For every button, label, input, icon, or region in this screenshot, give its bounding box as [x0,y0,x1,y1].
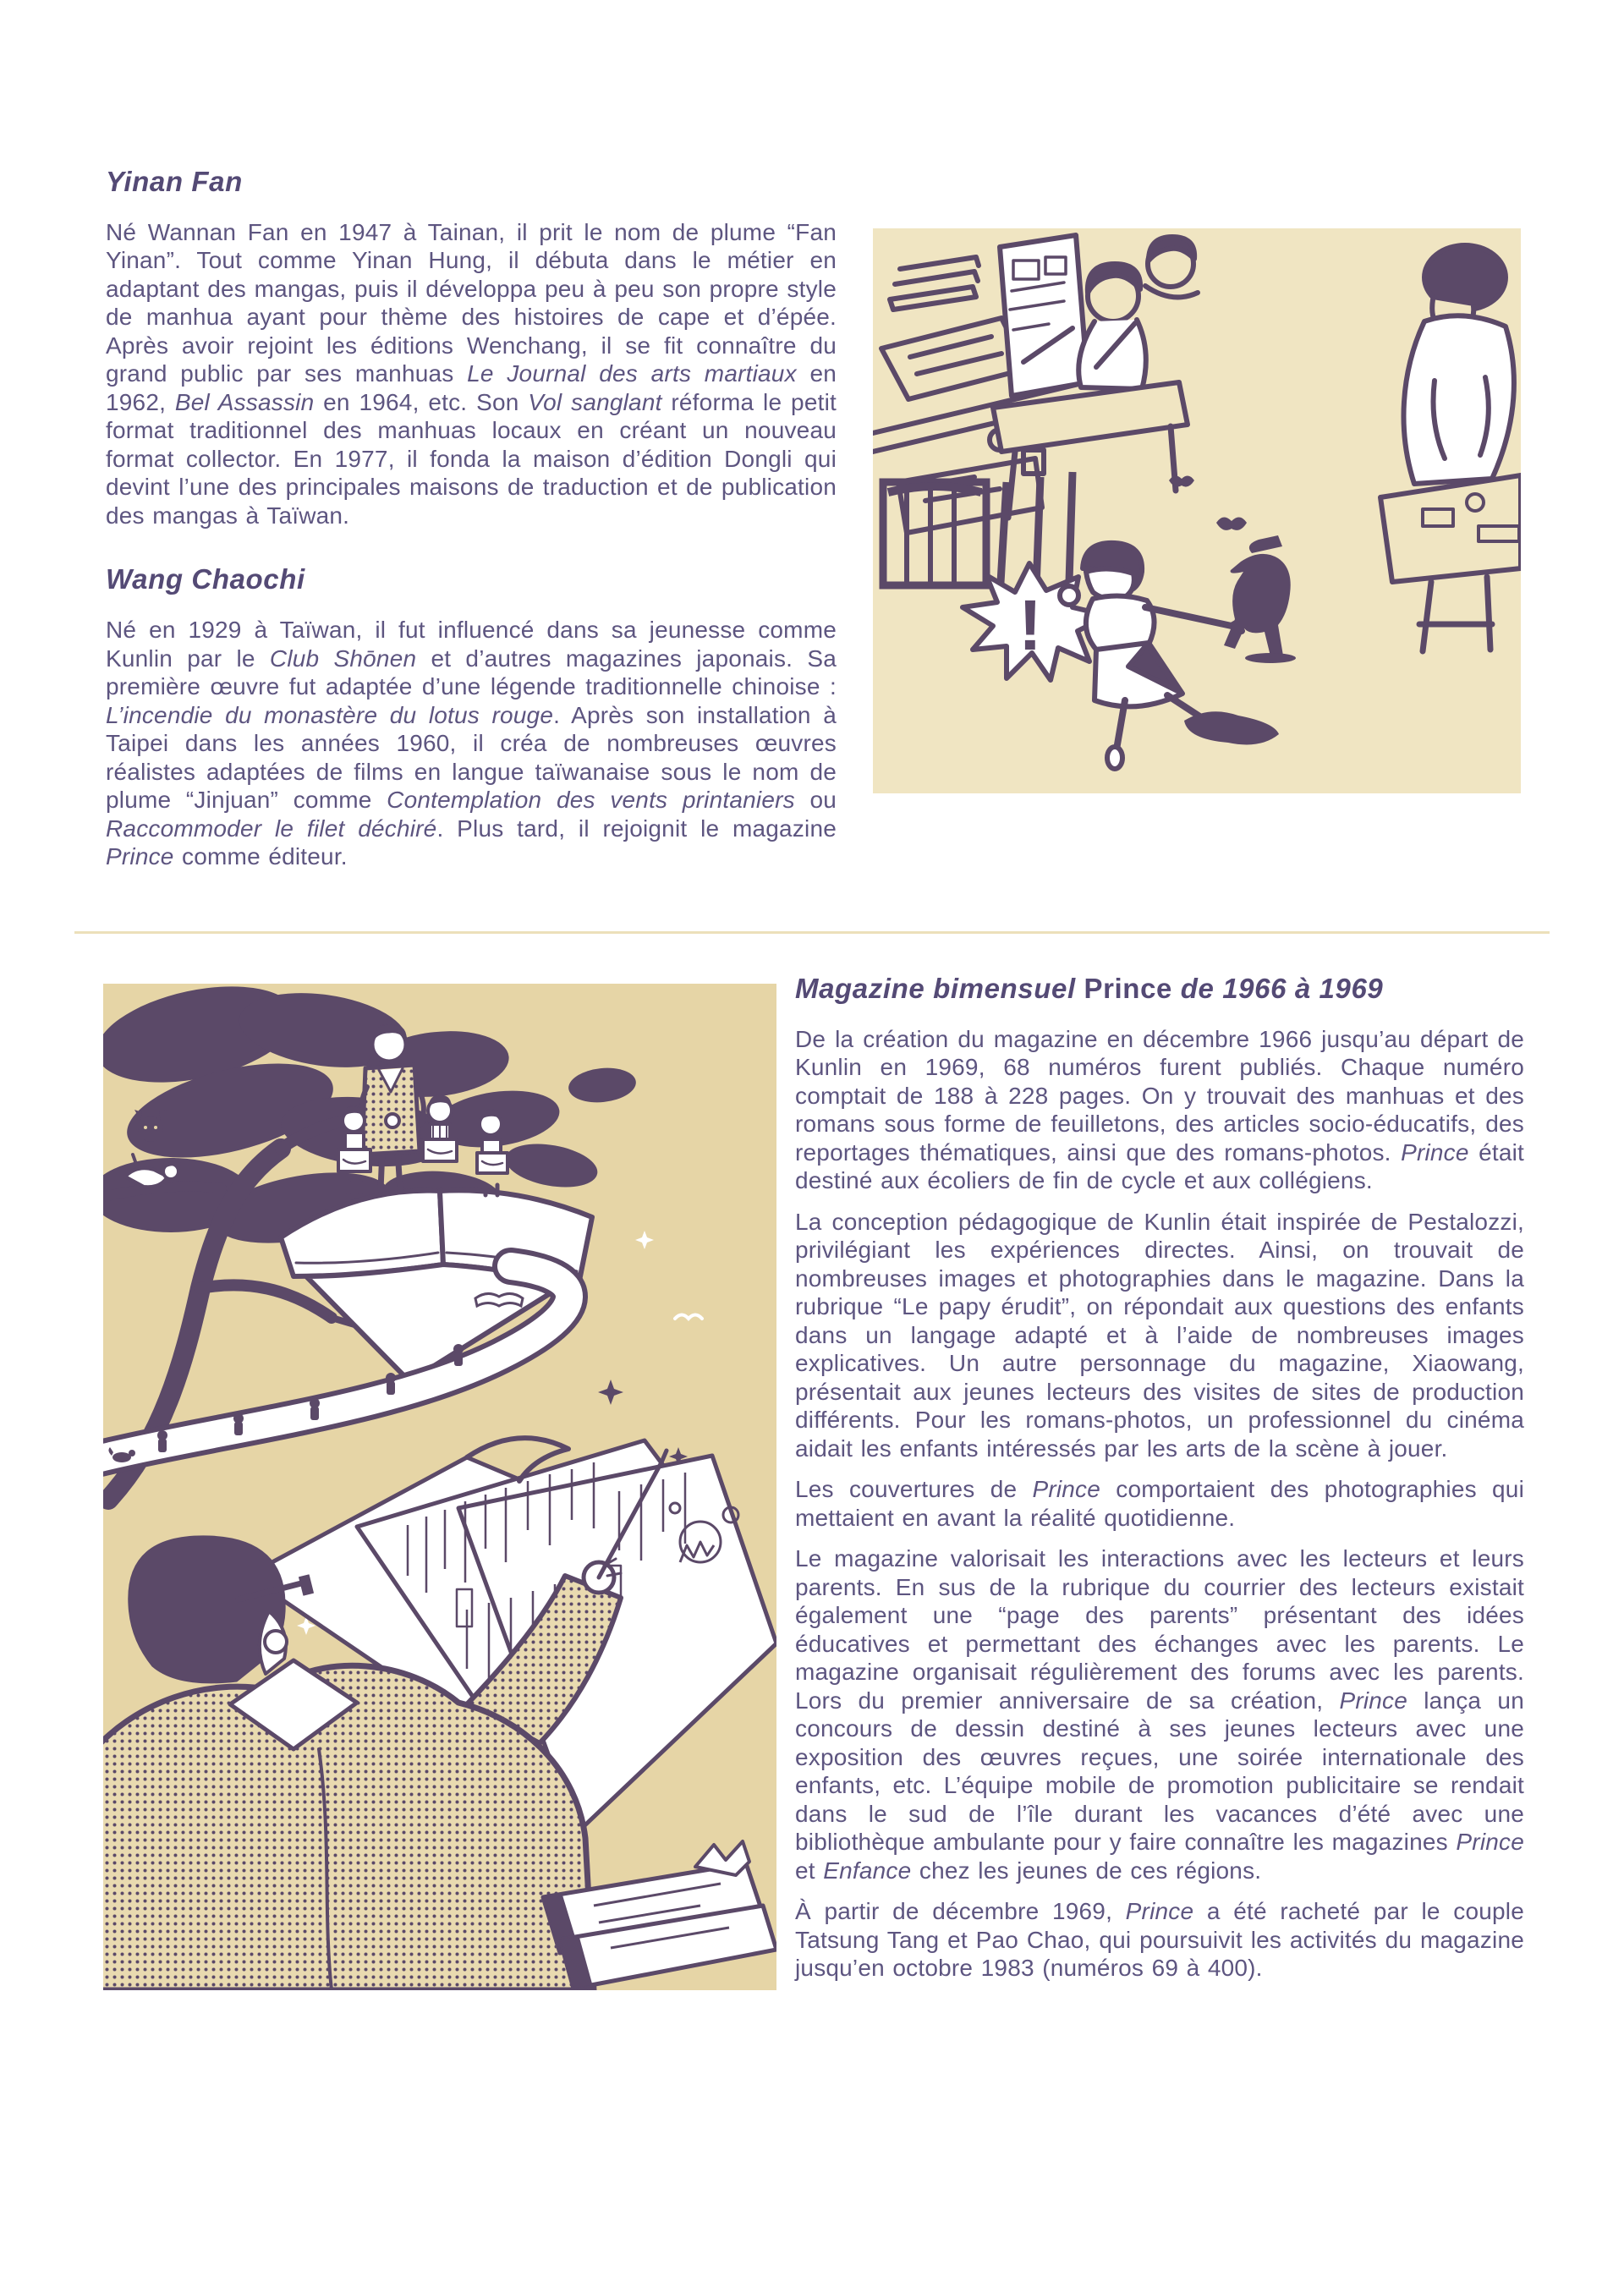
prince-column [795,973,1524,1995]
heading-prince-magazine: Magazine bimensuel Prince de 1966 à 1969 [795,973,1384,1004]
bubble-exclamation-text: ! [1018,585,1042,665]
prince-paragraph-2: La conception pédagogique de Kunlin était inspirée de Pestalozzi, privilégiant les expériences directes. Ainsi, on trouvait de nombreuses images et photographies dans le magazine. Dans la rubrique “Le papy érudit”, on répondait aux questions des enfants dans un langage adapté et à l’aide de nombreuses images explicatives. Un autre personnage du magazine, Xiaowang, présentait aux jeunes lecteurs des visites de sites de production différents. Pour les romans-photos, un professionnel du cinéma aidait les enfants intéressés par les arts de la scène à jouer. [795,1208,1524,1462]
small-open-book-icon [475,1293,523,1306]
paragraph-wang-chaochi: Né en 1929 à Taïwan, il fut influencé dans sa jeunesse comme Kunlin par le Club Shōnen et d’autres magazines japonais. Sa première œuvre fut adaptée d’une légende traditionnelle chinoise : L’incendie du monastère du lotus rouge. Après son installation à Taipei dans les années 1960, il créa de nombreuses œuvres réalistes adaptées de films en langue taïwanaise sous le nom de plume “Jinjuan” comme Contemplation des vents printaniers ou Raccommoder le filet déchiré. Plus tard, il rejoignit le magazine Prince comme éditeur. [106,617,837,870]
heading-yinan-fan: Yinan Fan [106,166,243,197]
prince-paragraph-3: Les couvertures de Prince comportaient des photographies qui mettaient en avant la réalité quotidienne. [795,1476,1525,1531]
flying-book-illustration-art [103,984,776,1990]
paragraph-yinan-fan: Né Wannan Fan en 1947 à Tainan, il prit le nom de plume “Fan Yinan”. Tout comme Yinan Hung, il débuta dans le métier en adaptant des mangas, puis il développa peu à peu son propre style de manhua ayant pour thème des histoires de cape et d’épée. Après avoir rejoint les éditions Wenchang, il se fit connaître du grand public par ses manhuas Le Journal des arts martiaux en 1962, Bel Assassin en 1964, etc. Son Vol sanglant réforma le petit format traditionnel des manhuas locaux en créant un nouveau format collector. En 1977, il fonda la maison d’édition Dongli qui devint l’une des principales maisons de traduction et de publication des mangas à Taïwan. [106,218,837,529]
studio-illustration-art [873,228,1521,793]
flying-book-illustration [103,984,776,1990]
prince-paragraph-1: De la création du magazine en décembre 1966 jusqu’au départ de Kunlin en 1969, 68 numéros furent publiés. Chaque numéro comptait de 188 à 228 pages. On y trouvait des manhuas et des romans sous forme de feuilletons, des articles socio-éducatifs, des reportages thématiques, ainsi que des romans-photos. Prince était destiné aux écoliers de fin de cycle et aux collégiens. [795,1025,1524,1194]
artists-column [106,166,837,884]
prince-paragraph-5: À partir de décembre 1969, Prince a été racheté par le couple Tatsung Tang et Pao Chao, qui poursuivit les activités du magazine jusqu’en octobre 1983 (numéros 69 à 400). [795,1898,1524,1982]
section-divider [74,931,1550,934]
studio-illustration [873,228,1521,793]
heading-wang-chaochi: Wang Chaochi [106,563,305,595]
prince-paragraph-4: Le magazine valorisait les interactions avec les lecteurs et leurs parents. En sus de la rubrique du courrier des lecteurs existait également une “page des parents” présentant des idées éducatives et permettant des échanges avec les parents. Le magazine organisait régulièrement des forums avec les parents. Lors du premier anniversaire de sa création, Prince lança un concours de dessin destiné à ses jeunes lecteurs avec une exposition des œuvres reçues, une soirée internationale des enfants, etc. L’équipe mobile de promotion publicitaire se rendait dans le sud de l’île durant les vacances d’été avec une bibliothèque ambulante pour y faire connaître les magazines Prince et Enfance chez les jeunes de ces régions. [795,1545,1524,1884]
